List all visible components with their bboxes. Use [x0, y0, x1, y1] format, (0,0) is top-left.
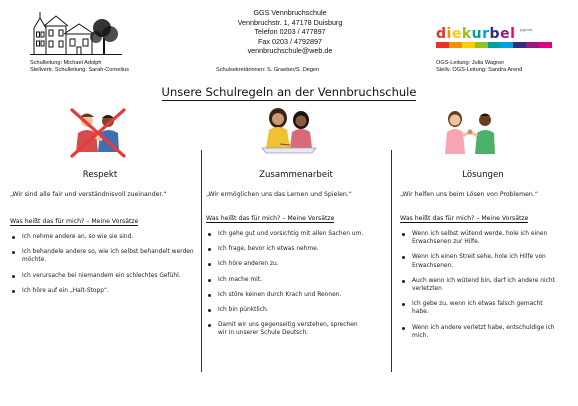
school-email[interactable]: vennbruchschule@web.de — [247, 46, 333, 56]
respect-heading: Respekt — [82, 170, 118, 180]
list-item: Ich nehme andere an, so wie sie sind. — [10, 233, 195, 241]
secretaries: Schulsekretärinnen: S. Graeber/S. Degen — [216, 67, 320, 73]
respect-rules-list — [10, 233, 195, 302]
die-kurbel-logo — [436, 26, 552, 50]
solutions-heading: Lösungen — [462, 170, 504, 180]
ogs-lead: OGS-Leitung: Julia Wagner — [436, 60, 505, 66]
respect-subheading-text: Was heißt das für mich? – Meine Vorsätze — [10, 218, 139, 225]
page-title-text: Unsere Schulregeln an der Vennbruchschule — [161, 85, 417, 99]
list-item: Ich bin pünktlich. — [206, 306, 366, 314]
page-title — [0, 85, 578, 99]
respect-motto: „Wir sind alle fair und verständnisvoll zueinander.“ — [10, 191, 167, 198]
list-item: Wenn ich einen Streit sehe, hole ich Hilfe von Erwachsenen. — [400, 253, 560, 269]
ogs-leadership — [436, 60, 522, 74]
list-item: Ich höre auf ein „Halt-Stopp“. — [10, 287, 195, 295]
ogs-deputy: Stellv. OGS-Leitung: Sandra Arend — [436, 67, 523, 73]
teamwork-heading: Zusammenarbeit — [259, 170, 333, 180]
school-leadership — [30, 60, 129, 74]
list-item: Ich frage, bevor ich etwas nehme. — [206, 245, 366, 253]
list-item: Wenn ich selbst wütend werde, hole ich einen Erwachsenen zur Hilfe. — [400, 230, 560, 246]
principal: Schulleitung: Michael Adolph — [30, 60, 102, 66]
die-kurbel-wordmark: diekurbel — [436, 26, 516, 42]
solutions-subheading-text: Was heißt das für mich? – Meine Vorsätze — [400, 215, 529, 222]
solutions-subheading — [400, 215, 528, 222]
respect-crossed-out-illustration — [66, 106, 130, 160]
kurbel-logo-subtext: jugend — [520, 27, 533, 32]
list-item: Ich höre anderen zu. — [206, 260, 366, 268]
teamwork-illustration — [256, 104, 322, 156]
solutions-illustration — [437, 106, 503, 158]
respect-subheading — [10, 218, 138, 225]
deputy-principal: Stellvertr. Schulleitung: Sarah-Cornelius — [30, 67, 129, 73]
school-building-logo — [30, 10, 122, 56]
solutions-rules-list — [400, 230, 560, 347]
list-item: Ich behandele andere so, wie ich selbst behandelt werden möchte. — [10, 248, 195, 264]
teamwork-rules-list — [206, 230, 366, 345]
school-address: Vennbruchstr. 1, 47178 Duisburg — [237, 17, 343, 27]
school-phone: Telefon 0203 / 477897 — [254, 27, 326, 37]
column-divider-left — [201, 150, 202, 372]
list-item: Ich mache mit. — [206, 276, 366, 284]
list-item: Auch wenn ich wütend bin, darf ich andere nicht verletzten — [400, 277, 560, 293]
teamwork-subheading — [206, 215, 334, 222]
list-item: Ich störe keinen durch Krach und Rennen. — [206, 291, 366, 299]
solutions-motto: „Wir helfen uns beim Lösen von Problemen.“ — [400, 191, 539, 198]
list-item: Damit wir uns gegenseitig verstehen, sprechen wir in unserer Schule Deutsch. — [206, 321, 366, 337]
teamwork-subheading-text: Was heißt das für mich? – Meine Vorsätze — [206, 215, 335, 222]
list-item: Wenn ich andere verletzt habe, entschuldige ich mich. — [400, 324, 560, 340]
teamwork-motto: „Wir ermöglichen uns das Lernen und Spielen.“ — [206, 191, 352, 198]
school-contact-block — [200, 8, 380, 56]
list-item: Ich gebe zu, wenn ich etwas falsch gemacht habe. — [400, 300, 560, 316]
column-divider-right — [391, 150, 392, 372]
school-fax: Fax 0203 / 4792897 — [258, 36, 322, 46]
kurbel-color-bar — [436, 42, 552, 48]
list-item: Ich gehe gut und vorsichtig mit allen Sachen um. — [206, 230, 366, 238]
list-item: Ich verursache bei niemandem ein schlechtes Gefühl. — [10, 272, 195, 280]
school-name: GGS Vennbruchschule — [253, 8, 327, 17]
